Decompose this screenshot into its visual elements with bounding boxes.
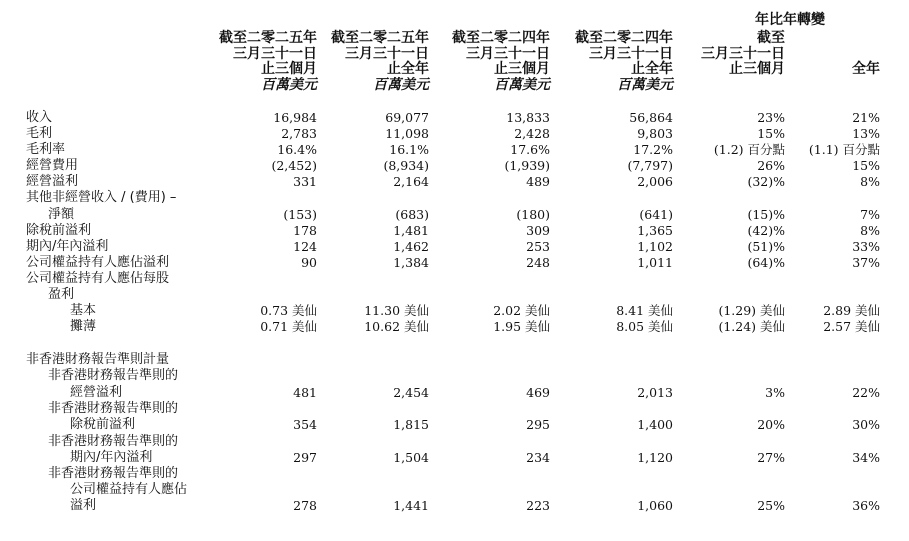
row-value-col5: 26% xyxy=(757,158,785,173)
row-value-col5: 27% xyxy=(757,450,785,465)
row-value-col3: 17.6% xyxy=(510,142,550,157)
table-row xyxy=(0,319,909,335)
row-value-col4: 8.05 美仙 xyxy=(616,319,673,334)
header-col4-line1: 截至二零二四年 xyxy=(575,30,673,46)
row-value-col1: (2,452) xyxy=(271,158,317,173)
row-value-col2: 1,441 xyxy=(393,498,429,513)
row-value-col6: 30% xyxy=(852,417,880,432)
row-value-col6: 13% xyxy=(852,126,880,141)
table-row xyxy=(0,126,909,142)
table-row xyxy=(0,271,909,287)
row-value-col4: 1,400 xyxy=(637,417,673,432)
header-col3-unit: 百萬美元 xyxy=(494,76,550,93)
row-label: 期內/年內溢利 xyxy=(26,239,109,254)
row-label: 攤薄 xyxy=(70,319,97,334)
row-value-col3: 489 xyxy=(526,174,550,189)
row-value-col1: 297 xyxy=(293,450,317,465)
row-value-col4: 2,013 xyxy=(637,385,673,400)
header-col4-line2: 三月三十一日 xyxy=(589,45,673,62)
row-value-col2: 2,164 xyxy=(393,174,429,189)
header-col1-unit: 百萬美元 xyxy=(261,76,317,93)
row-value-col5: 23% xyxy=(757,110,785,125)
row-value-col3: 248 xyxy=(526,255,550,270)
header-col1-line3: 止三個月 xyxy=(261,61,317,77)
table-row xyxy=(0,368,909,384)
row-value-col2: (8,934) xyxy=(383,158,429,173)
row-value-col2: 11,098 xyxy=(385,126,429,141)
row-value-col3: 295 xyxy=(526,417,550,432)
row-value-col5: (42)% xyxy=(747,223,785,238)
row-value-col6: 33% xyxy=(852,239,880,254)
table-row xyxy=(0,110,909,126)
row-value-col1: 2,783 xyxy=(281,126,317,141)
row-value-col5: 15% xyxy=(757,126,785,141)
row-label: 毛利率 xyxy=(26,142,66,157)
row-value-col6: 7% xyxy=(860,207,880,222)
row-label: 其他非經營收入 / (費用) – xyxy=(26,190,177,205)
table-row xyxy=(0,498,909,514)
table-row xyxy=(0,142,909,158)
row-value-col1: 16.4% xyxy=(277,142,317,157)
row-value-col1: 0.71 美仙 xyxy=(260,319,317,334)
header-col3-line2: 三月三十一日 xyxy=(466,45,550,62)
row-value-col2: 1,462 xyxy=(393,239,429,254)
row-value-col4: 2,006 xyxy=(637,174,673,189)
row-value-col6: 22% xyxy=(852,385,880,400)
row-value-col1: 331 xyxy=(293,174,317,189)
table-row xyxy=(0,352,909,368)
row-label: 盈利 xyxy=(48,287,75,302)
row-value-col6: 8% xyxy=(860,223,880,238)
row-value-col6: 15% xyxy=(852,158,880,173)
row-value-col6: 2.89 美仙 xyxy=(823,303,880,318)
row-value-col2: 16.1% xyxy=(389,142,429,157)
row-value-col1: 16,984 xyxy=(273,110,317,125)
row-value-col3: 2.02 美仙 xyxy=(493,303,550,318)
row-value-col5: (1.29) 美仙 xyxy=(718,303,785,318)
row-value-col4: (7,797) xyxy=(627,158,673,173)
row-value-col6: 8% xyxy=(860,174,880,189)
row-value-col6: 36% xyxy=(852,498,880,513)
row-value-col1: 90 xyxy=(301,255,317,270)
row-label: 非香港財務報告準則的 xyxy=(48,466,179,481)
row-value-col6: 34% xyxy=(852,450,880,465)
row-value-col2: 1,504 xyxy=(393,450,429,465)
row-value-col6: (1.1) 百分點 xyxy=(808,142,880,157)
table-row xyxy=(0,401,909,417)
row-value-col4: 17.2% xyxy=(633,142,673,157)
row-value-col1: 0.73 美仙 xyxy=(260,303,317,318)
row-value-col5: (51)% xyxy=(747,239,785,254)
row-value-col3: 223 xyxy=(526,498,550,513)
row-value-col3: 2,428 xyxy=(514,126,550,141)
row-label: 收入 xyxy=(26,110,53,125)
header-col4-line3: 止全年 xyxy=(631,61,673,77)
table-row xyxy=(0,207,909,223)
table-row xyxy=(0,450,909,466)
row-label: 經營費用 xyxy=(26,158,79,173)
row-value-col4: 1,102 xyxy=(637,239,673,254)
row-value-col1: 354 xyxy=(293,417,317,432)
row-label: 除稅前溢利 xyxy=(70,417,136,432)
header-col2 xyxy=(331,31,429,93)
row-value-col5: 3% xyxy=(765,385,785,400)
row-value-col3: (180) xyxy=(516,207,550,222)
row-value-col5: (1.24) 美仙 xyxy=(718,319,785,334)
header-yoy-title-text: 年比年轉變 xyxy=(755,12,825,28)
table-row xyxy=(0,239,909,255)
header-col6 xyxy=(852,62,880,78)
row-value-col5: 25% xyxy=(757,498,785,513)
row-value-col2: 10.62 美仙 xyxy=(364,319,429,334)
header-col5-line2: 三月三十一日 xyxy=(701,45,785,62)
header-col3-line3: 止三個月 xyxy=(494,61,550,77)
row-value-col5: (15)% xyxy=(747,207,785,222)
table-row xyxy=(0,223,909,239)
row-label: 非香港財務報告準則的 xyxy=(48,401,179,416)
header-col4-unit: 百萬美元 xyxy=(617,76,673,93)
row-label: 非香港財務報告準則計量 xyxy=(26,352,170,367)
row-value-col4: 56,864 xyxy=(629,110,673,125)
table-row xyxy=(0,385,909,401)
row-value-col3: 253 xyxy=(526,239,550,254)
row-label: 公司權益持有人應佔溢利 xyxy=(26,255,170,270)
table-row xyxy=(0,255,909,271)
row-value-col3: 469 xyxy=(526,385,550,400)
row-label: 非香港財務報告準則的 xyxy=(48,368,179,383)
header-col3 xyxy=(452,31,550,93)
table-row xyxy=(0,174,909,190)
row-value-col3: (1,939) xyxy=(504,158,550,173)
row-value-col2: 69,077 xyxy=(385,110,429,125)
row-value-col3: 13,833 xyxy=(506,110,550,125)
row-value-col6: 2.57 美仙 xyxy=(823,319,880,334)
header-col5-line3: 止三個月 xyxy=(729,61,785,77)
row-value-col1: 278 xyxy=(293,498,317,513)
table-row xyxy=(0,158,909,174)
row-label: 基本 xyxy=(70,303,97,318)
row-value-col4: (641) xyxy=(639,207,673,222)
row-value-col5: (32)% xyxy=(747,174,785,189)
header-col5 xyxy=(701,31,785,78)
row-value-col4: 1,060 xyxy=(637,498,673,513)
row-label: 非香港財務報告準則的 xyxy=(48,434,179,449)
header-col2-line1: 截至二零二五年 xyxy=(331,30,429,46)
header-col5-line1: 截至 xyxy=(757,30,785,46)
table-row xyxy=(0,190,909,206)
row-label: 淨額 xyxy=(48,207,75,222)
header-col2-unit: 百萬美元 xyxy=(373,76,429,93)
header-col3-line1: 截至二零二四年 xyxy=(452,30,550,46)
row-value-col2: 1,384 xyxy=(393,255,429,270)
row-value-col6: 21% xyxy=(852,110,880,125)
row-label: 公司權益持有人應佔 xyxy=(70,482,188,497)
table-row xyxy=(0,303,909,319)
table-row xyxy=(0,466,909,482)
row-value-col4: 1,011 xyxy=(637,255,673,270)
row-value-col4: 1,365 xyxy=(637,223,673,238)
row-value-col2: 2,454 xyxy=(393,385,429,400)
row-label: 溢利 xyxy=(70,498,97,513)
row-value-col4: 9,803 xyxy=(637,126,673,141)
row-label: 毛利 xyxy=(26,126,53,141)
header-col4 xyxy=(575,31,673,93)
row-value-col1: (153) xyxy=(283,207,317,222)
row-label: 除稅前溢利 xyxy=(26,223,92,238)
row-value-col1: 178 xyxy=(293,223,317,238)
row-value-col2: (683) xyxy=(395,207,429,222)
row-value-col2: 1,815 xyxy=(393,417,429,432)
row-value-col1: 124 xyxy=(293,239,317,254)
header-col1-line2: 三月三十一日 xyxy=(233,45,317,62)
header-col1-line1: 截至二零二五年 xyxy=(219,30,317,46)
row-label: 期內/年內溢利 xyxy=(70,450,153,465)
row-label: 經營溢利 xyxy=(70,385,123,400)
row-value-col4: 8.41 美仙 xyxy=(616,303,673,318)
table-row xyxy=(0,482,909,498)
row-value-col3: 234 xyxy=(526,450,550,465)
header-yoy-title xyxy=(755,13,825,29)
table-row xyxy=(0,417,909,433)
row-value-col2: 11.30 美仙 xyxy=(364,303,429,318)
row-value-col5: (1.2) 百分點 xyxy=(713,142,785,157)
header-col1 xyxy=(219,31,317,93)
row-value-col3: 1.95 美仙 xyxy=(493,319,550,334)
row-value-col5: 20% xyxy=(757,417,785,432)
row-label: 公司權益持有人應佔每股 xyxy=(26,271,170,286)
row-label: 經營溢利 xyxy=(26,174,79,189)
header-col6-line1: 全年 xyxy=(852,61,880,77)
row-value-col2: 1,481 xyxy=(393,223,429,238)
header-col2-line2: 三月三十一日 xyxy=(345,45,429,62)
row-value-col6: 37% xyxy=(852,255,880,270)
row-value-col5: (64)% xyxy=(747,255,785,270)
row-value-col4: 1,120 xyxy=(637,450,673,465)
header-col2-line3: 止全年 xyxy=(387,61,429,77)
table-row xyxy=(0,287,909,303)
row-value-col3: 309 xyxy=(526,223,550,238)
table-row xyxy=(0,434,909,450)
row-value-col1: 481 xyxy=(293,385,317,400)
